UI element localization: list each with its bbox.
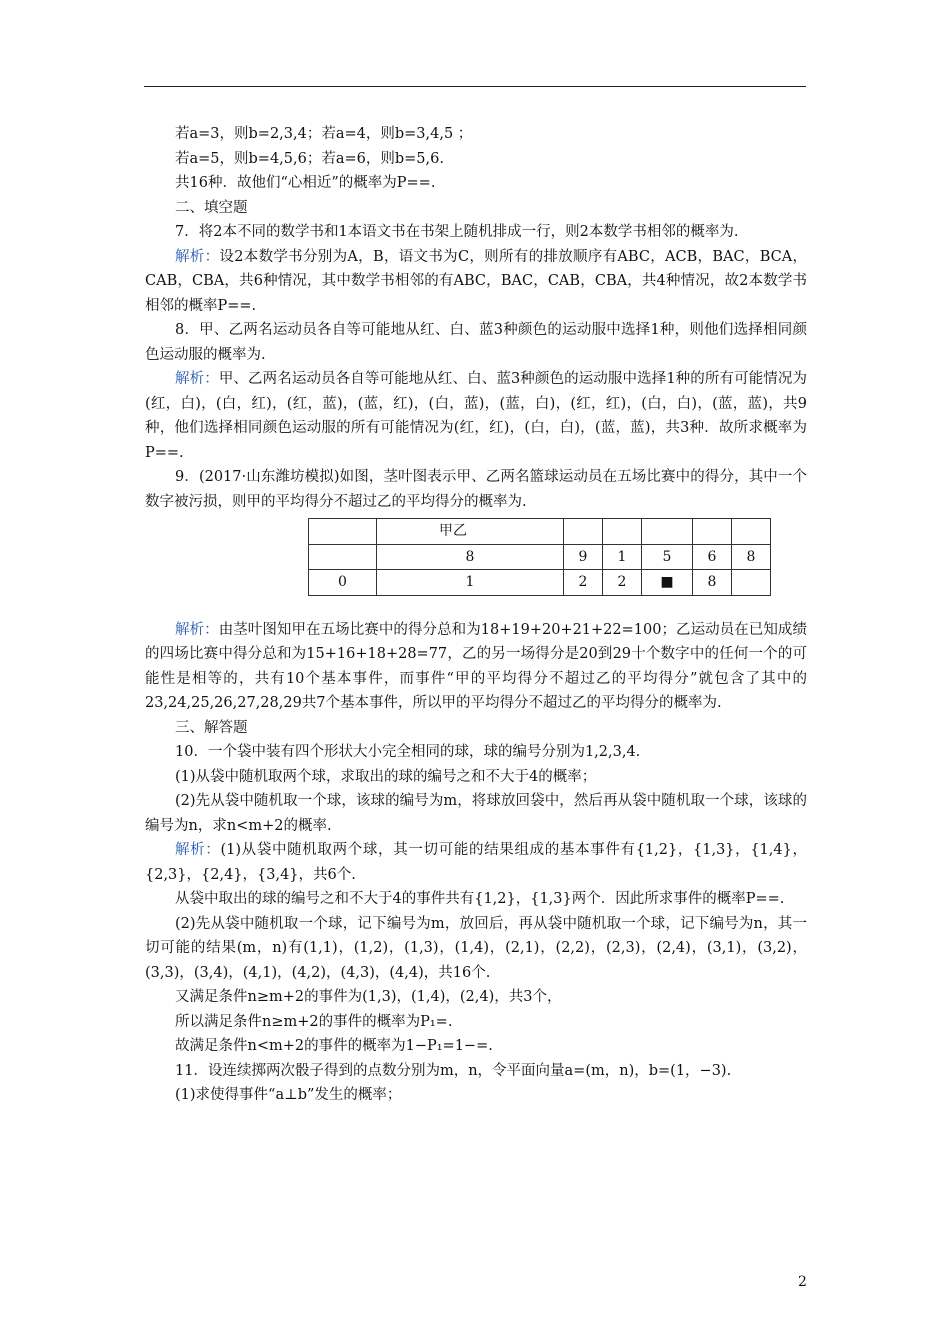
section-heading: 三、解答题 xyxy=(175,719,248,736)
page-number: 2 xyxy=(798,1274,807,1290)
table-cell xyxy=(732,519,771,545)
answer-line: (2)先从袋中随机取一个球，记下编号为m，放回后，再从袋中随机取一个球，记下编号为n，其一切可能的结果(m，n)有(1,1)，(1,2)，(1,3)，(1,4)，(2,1)，(2,2)，(2,3)，(2,4)，(3,1)，(3,2)，(3,3)，(3,4)，(4,1)，(4,2)，(4,3)，(4,4)，共16个. xyxy=(145,915,807,981)
table-row xyxy=(309,570,771,596)
table-cell: 8 xyxy=(693,570,732,596)
question-10-part-2: (2)先从袋中随机取一个球，该球的编号为m，将球放回袋中，然后再从袋中随机取一个球，该球的编号为n，求n<m+2的概率. xyxy=(145,793,807,834)
table-cell xyxy=(732,570,771,596)
answer-9 xyxy=(145,618,807,716)
answer-label: 解析： xyxy=(175,842,221,858)
table-row xyxy=(309,544,771,570)
answer-text: 甲、乙两名运动员各自等可能地从红、白、蓝3种颜色的运动服中选择1种的所有可能情况为(红，白)，(白，红)，(红，蓝)，(蓝，红)，(白，蓝)，(蓝，白)，(红，红)，(白，白)，(蓝，蓝)，共9种，他们选择相同颜色运动服的所有可能情况为(红，红)，(白，白)，(蓝，蓝)，共3种．故所求概率为P==. xyxy=(145,371,808,461)
table-cell: 2 xyxy=(564,570,603,596)
table-row xyxy=(309,519,771,545)
table-cell: 9 xyxy=(564,544,603,570)
table-cell: 1 xyxy=(603,544,642,570)
question-9: 9．(2017·山东潍坊模拟)如图，茎叶图表示甲、乙两名篮球运动员在五场比赛中的得分，其中一个数字被污损，则甲的平均得分不超过乙的平均得分的概率为. xyxy=(145,469,807,510)
answer-7 xyxy=(145,245,807,319)
header-rule xyxy=(144,86,806,87)
question-10-part-1: (1)从袋中随机取两个球，求取出的球的编号之和不大于4的概率； xyxy=(175,768,597,785)
answer-line: 所以满足条件n≥m+2的事件的概率为P₁=. xyxy=(175,1013,453,1030)
smudged-digit-cell: ■ xyxy=(642,570,693,596)
table-cell: 8 xyxy=(732,544,771,570)
answer-line: 故满足条件n<m+2的事件的概率为1−P₁=1−=. xyxy=(175,1038,493,1054)
answer-8 xyxy=(145,367,807,465)
question-8: 8．甲、乙两名运动员各自等可能地从红、白、蓝3种颜色的运动服中选择1种，则他们选择相同颜色运动服的概率为. xyxy=(145,322,807,363)
stem-leaf-table xyxy=(308,518,771,596)
table-cell: 8 xyxy=(377,544,564,570)
answer-label: 解析： xyxy=(175,621,219,638)
answer-line: 又满足条件n≥m+2的事件为(1,3)，(1,4)，(2,4)，共3个， xyxy=(175,989,562,1005)
answer-text: (1)从袋中随机取两个球，其一切可能的结果组成的基本事件有{1,2}，{1,3}，{1,4}，{2,3}，{2,4}，{3,4}，共6个. xyxy=(145,842,807,883)
answer-text: 设2本数学书分别为A，B，语文书为C，则所有的排放顺序有ABC，ACB，BAC，BCA，CAB，CBA，共6种情况，其中数学书相邻的有ABC，BAC，CAB，CBA，共4种情况，故2本数学书相邻的概率P==. xyxy=(145,248,807,314)
table-cell: 2 xyxy=(603,570,642,596)
table-cell: 甲乙 xyxy=(377,519,564,545)
question-7: 7．将2本不同的数学书和1本语文书在书架上随机排成一行，则2本数学书相邻的概率为. xyxy=(175,224,739,240)
section-heading: 二、填空题 xyxy=(175,199,248,216)
text-line: 若a=5，则b=4,5,6；若a=6，则b=5,6. xyxy=(175,150,444,167)
question-11-part-1: (1)求使得事件“a⊥b”发生的概率； xyxy=(175,1087,402,1103)
table-cell xyxy=(603,519,642,545)
answer-10 xyxy=(145,838,807,887)
table-cell xyxy=(693,519,732,545)
text-line: 若a=3，则b=2,3,4；若a=4，则b=3,4,5 ； xyxy=(175,126,473,142)
answer-label: 解析： xyxy=(175,371,219,387)
question-10: 10．一个袋中装有四个形状大小完全相同的球，球的编号分别为1,2,3,4. xyxy=(175,744,641,760)
table-cell xyxy=(642,519,693,545)
table-cell xyxy=(564,519,603,545)
table-cell xyxy=(309,519,377,545)
answer-label: 解析： xyxy=(175,248,220,265)
question-11: 11．设连续掷两次骰子得到的点数分别为m，n，令平面向量a=(m，n)，b=(1，−3). xyxy=(175,1062,732,1079)
table-cell: 5 xyxy=(642,544,693,570)
table-cell: 6 xyxy=(693,544,732,570)
page-content xyxy=(145,122,807,1108)
text-line: 共16种．故他们“心相近”的概率为P==. xyxy=(175,175,436,191)
answer-line: 从袋中取出的球的编号之和不大于4的事件共有{1,2}，{1,3}两个．因此所求事件的概率P==. xyxy=(175,891,785,907)
table-cell: 1 xyxy=(377,570,564,596)
table-cell xyxy=(309,544,377,570)
table-cell: 0 xyxy=(309,570,377,596)
answer-text: 由茎叶图知甲在五场比赛中的得分总和为18+19+20+21+22=100；乙运动员在已知成绩的四场比赛中得分总和为15+16+18+28=77，乙的另一场得分是20到29十个数字中的任何一个的可能性是相等的，共有10个基本事件，而事件“甲的平均得分不超过乙的平均得分”就包含了其中的23,24,25,26,27,28,29共7个基本事件，所以甲的平均得分不超过乙的平均得分的概率为. xyxy=(145,621,807,711)
